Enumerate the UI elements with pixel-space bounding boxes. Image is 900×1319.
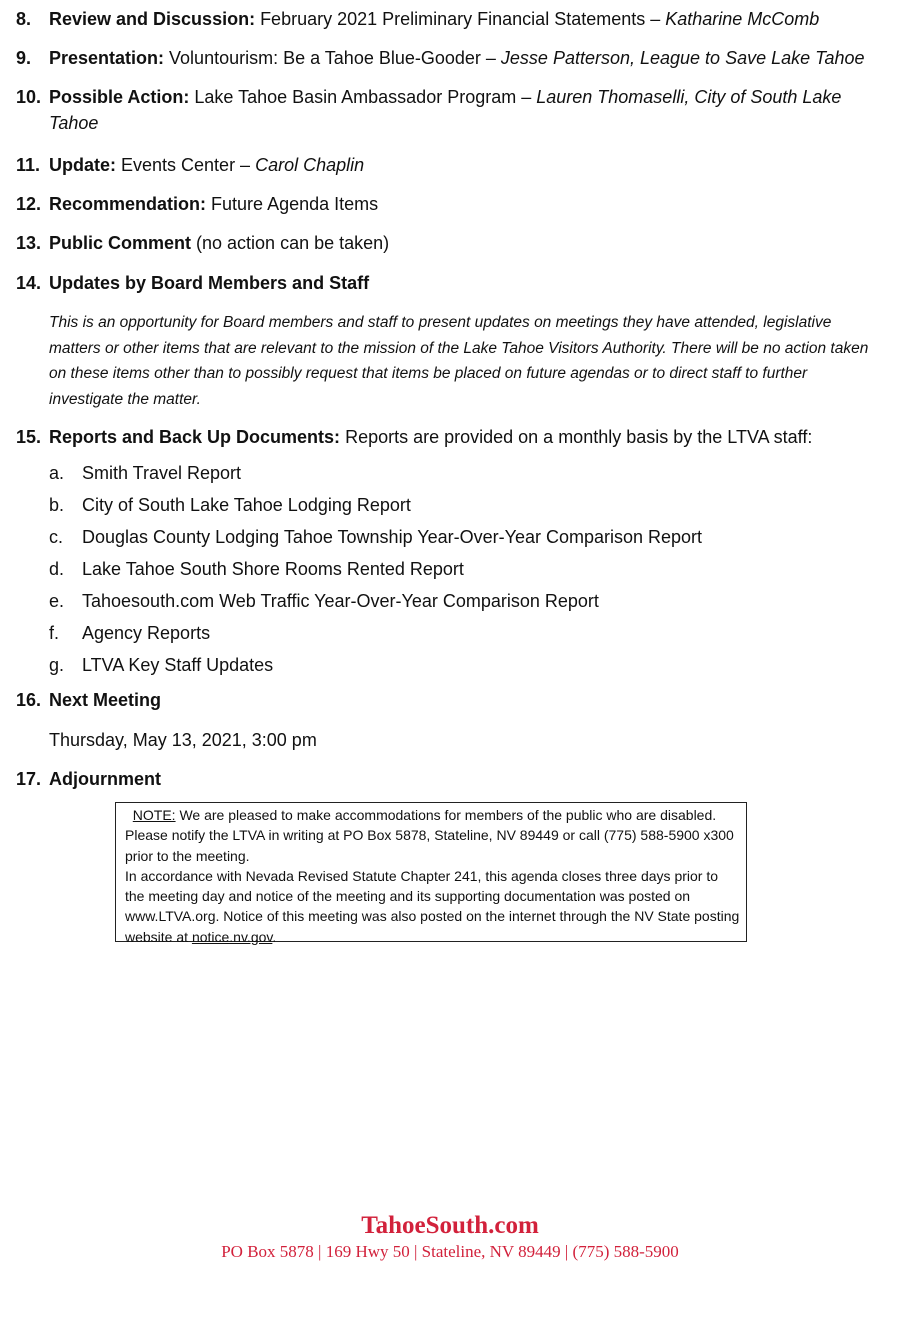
agenda-item-15 (16, 424, 886, 450)
item-number: 8. (16, 9, 32, 29)
report-letter: g. (49, 655, 65, 675)
note-label: NOTE: (132, 807, 176, 823)
agenda-item-16 (16, 687, 886, 713)
item-label: Public Comment (49, 233, 192, 253)
item-text: Voluntourism: Be a Tahoe Blue-Gooder – (164, 48, 501, 68)
report-item (49, 620, 210, 646)
report-text: Smith Travel Report (82, 463, 242, 483)
item-number: 13. (16, 233, 42, 253)
item-label: Possible Action: (49, 87, 190, 107)
item-number: 14. (16, 273, 42, 293)
item-text: Reports are provided on a monthly basis by the LTVA staff: (340, 427, 813, 447)
item-label: Next Meeting (49, 690, 162, 710)
report-text: City of South Lake Tahoe Lodging Report (82, 495, 411, 515)
item-label: Reports and Back Up Documents: (49, 427, 341, 447)
posting-end: . (272, 928, 277, 945)
item-label: Adjournment (49, 769, 161, 789)
agenda-item-11 (16, 152, 886, 178)
item-number: 9. (16, 48, 32, 68)
agenda-item-14 (16, 270, 886, 296)
accommodation-note-box (115, 802, 747, 945)
report-item (49, 460, 241, 486)
item-label: Updates by Board Members and Staff (49, 273, 370, 293)
report-text: Tahoesouth.com Web Traffic Year-Over-Year Comparison Report (82, 591, 599, 611)
report-item (49, 524, 702, 550)
agenda-item-13 (16, 230, 886, 256)
updates-description: This is an opportunity for Board members and staff to present updates on meetings they have attended, legislative matters or other items that are relevant to the mission of the Lake Tahoe Visitors Authority. There will be no action taken on these items other than to possibly request that items be placed on future agendas or to direct staff to further investigate the matter. (49, 314, 869, 408)
report-letter: e. (49, 591, 65, 611)
item-text: Events Center – (116, 155, 256, 175)
next-meeting-date: Thursday, May 13, 2021, 3:00 pm (49, 730, 317, 750)
report-item (49, 652, 273, 678)
item-label: Recommendation: (49, 194, 207, 214)
report-letter: c. (49, 527, 64, 547)
agenda-item-17 (16, 766, 886, 792)
item-text: Lake Tahoe Basin Ambassador Program – (189, 87, 537, 107)
item-number: 15. (16, 427, 42, 447)
item-number: 17. (16, 769, 42, 789)
report-letter: f. (49, 623, 60, 643)
item-number: 16. (16, 690, 42, 710)
report-letter: a. (49, 463, 65, 483)
report-item (49, 588, 599, 614)
item-label: Review and Discussion: (49, 9, 256, 29)
item-text: Future Agenda Items (206, 194, 379, 214)
agenda-item-12 (16, 191, 886, 217)
note-text: We are pleased to make accommodations for members of the public who are disabled. Please notify the LTVA in writing at PO Box 5878, Stateline, NV 89449 or call (775) 588-5900 x300 prior to the meeting. (125, 807, 734, 864)
report-text: Agency Reports (82, 623, 211, 643)
item-text: February 2021 Preliminary Financial Statements – (255, 9, 666, 29)
item-number: 12. (16, 194, 42, 214)
footer-address: PO Box 5878 | 169 Hwy 50 | Stateline, NV 89449 | (775) 588-5900 (221, 1242, 679, 1261)
item-text: (no action can be taken) (191, 233, 390, 253)
report-item (49, 556, 464, 582)
report-text: Douglas County Lodging Tahoe Township Year-Over-Year Comparison Report (82, 527, 703, 547)
notice-link[interactable]: notice.nv.gov (191, 928, 273, 945)
footer-brand: TahoeSouth.com (361, 1212, 539, 1239)
report-text: Lake Tahoe South Shore Rooms Rented Report (82, 559, 464, 579)
agenda-item-9 (16, 45, 886, 71)
item-label: Presentation: (49, 48, 165, 68)
posting-text: In accordance with Nevada Revised Statute Chapter 241, this agenda closes three days prior to the meeting day and notice of the meeting and its supporting documentation was posted on www.LTVA.org. Notice of this meeting was also posted on the internet through the NV State posting website at (125, 867, 740, 945)
item-label: Update: (49, 155, 116, 175)
agenda-item-8 (16, 6, 886, 32)
accommodation-note (125, 805, 741, 866)
item-number: 11. (16, 155, 41, 175)
posting-note (125, 866, 741, 947)
item-presenter: Jesse Patterson, League to Save Lake Tahoe (500, 48, 865, 68)
report-item (49, 492, 411, 518)
agenda-item-10 (16, 84, 886, 136)
report-letter: b. (49, 495, 65, 515)
item-presenter: Lauren Thomaselli, City of South Lake Tahoe (49, 87, 842, 133)
item-presenter: Katharine McComb (665, 9, 820, 29)
report-letter: d. (49, 559, 65, 579)
item-number: 10. (16, 87, 42, 107)
report-text: LTVA Key Staff Updates (82, 655, 274, 675)
item-presenter: Carol Chaplin (255, 155, 365, 175)
